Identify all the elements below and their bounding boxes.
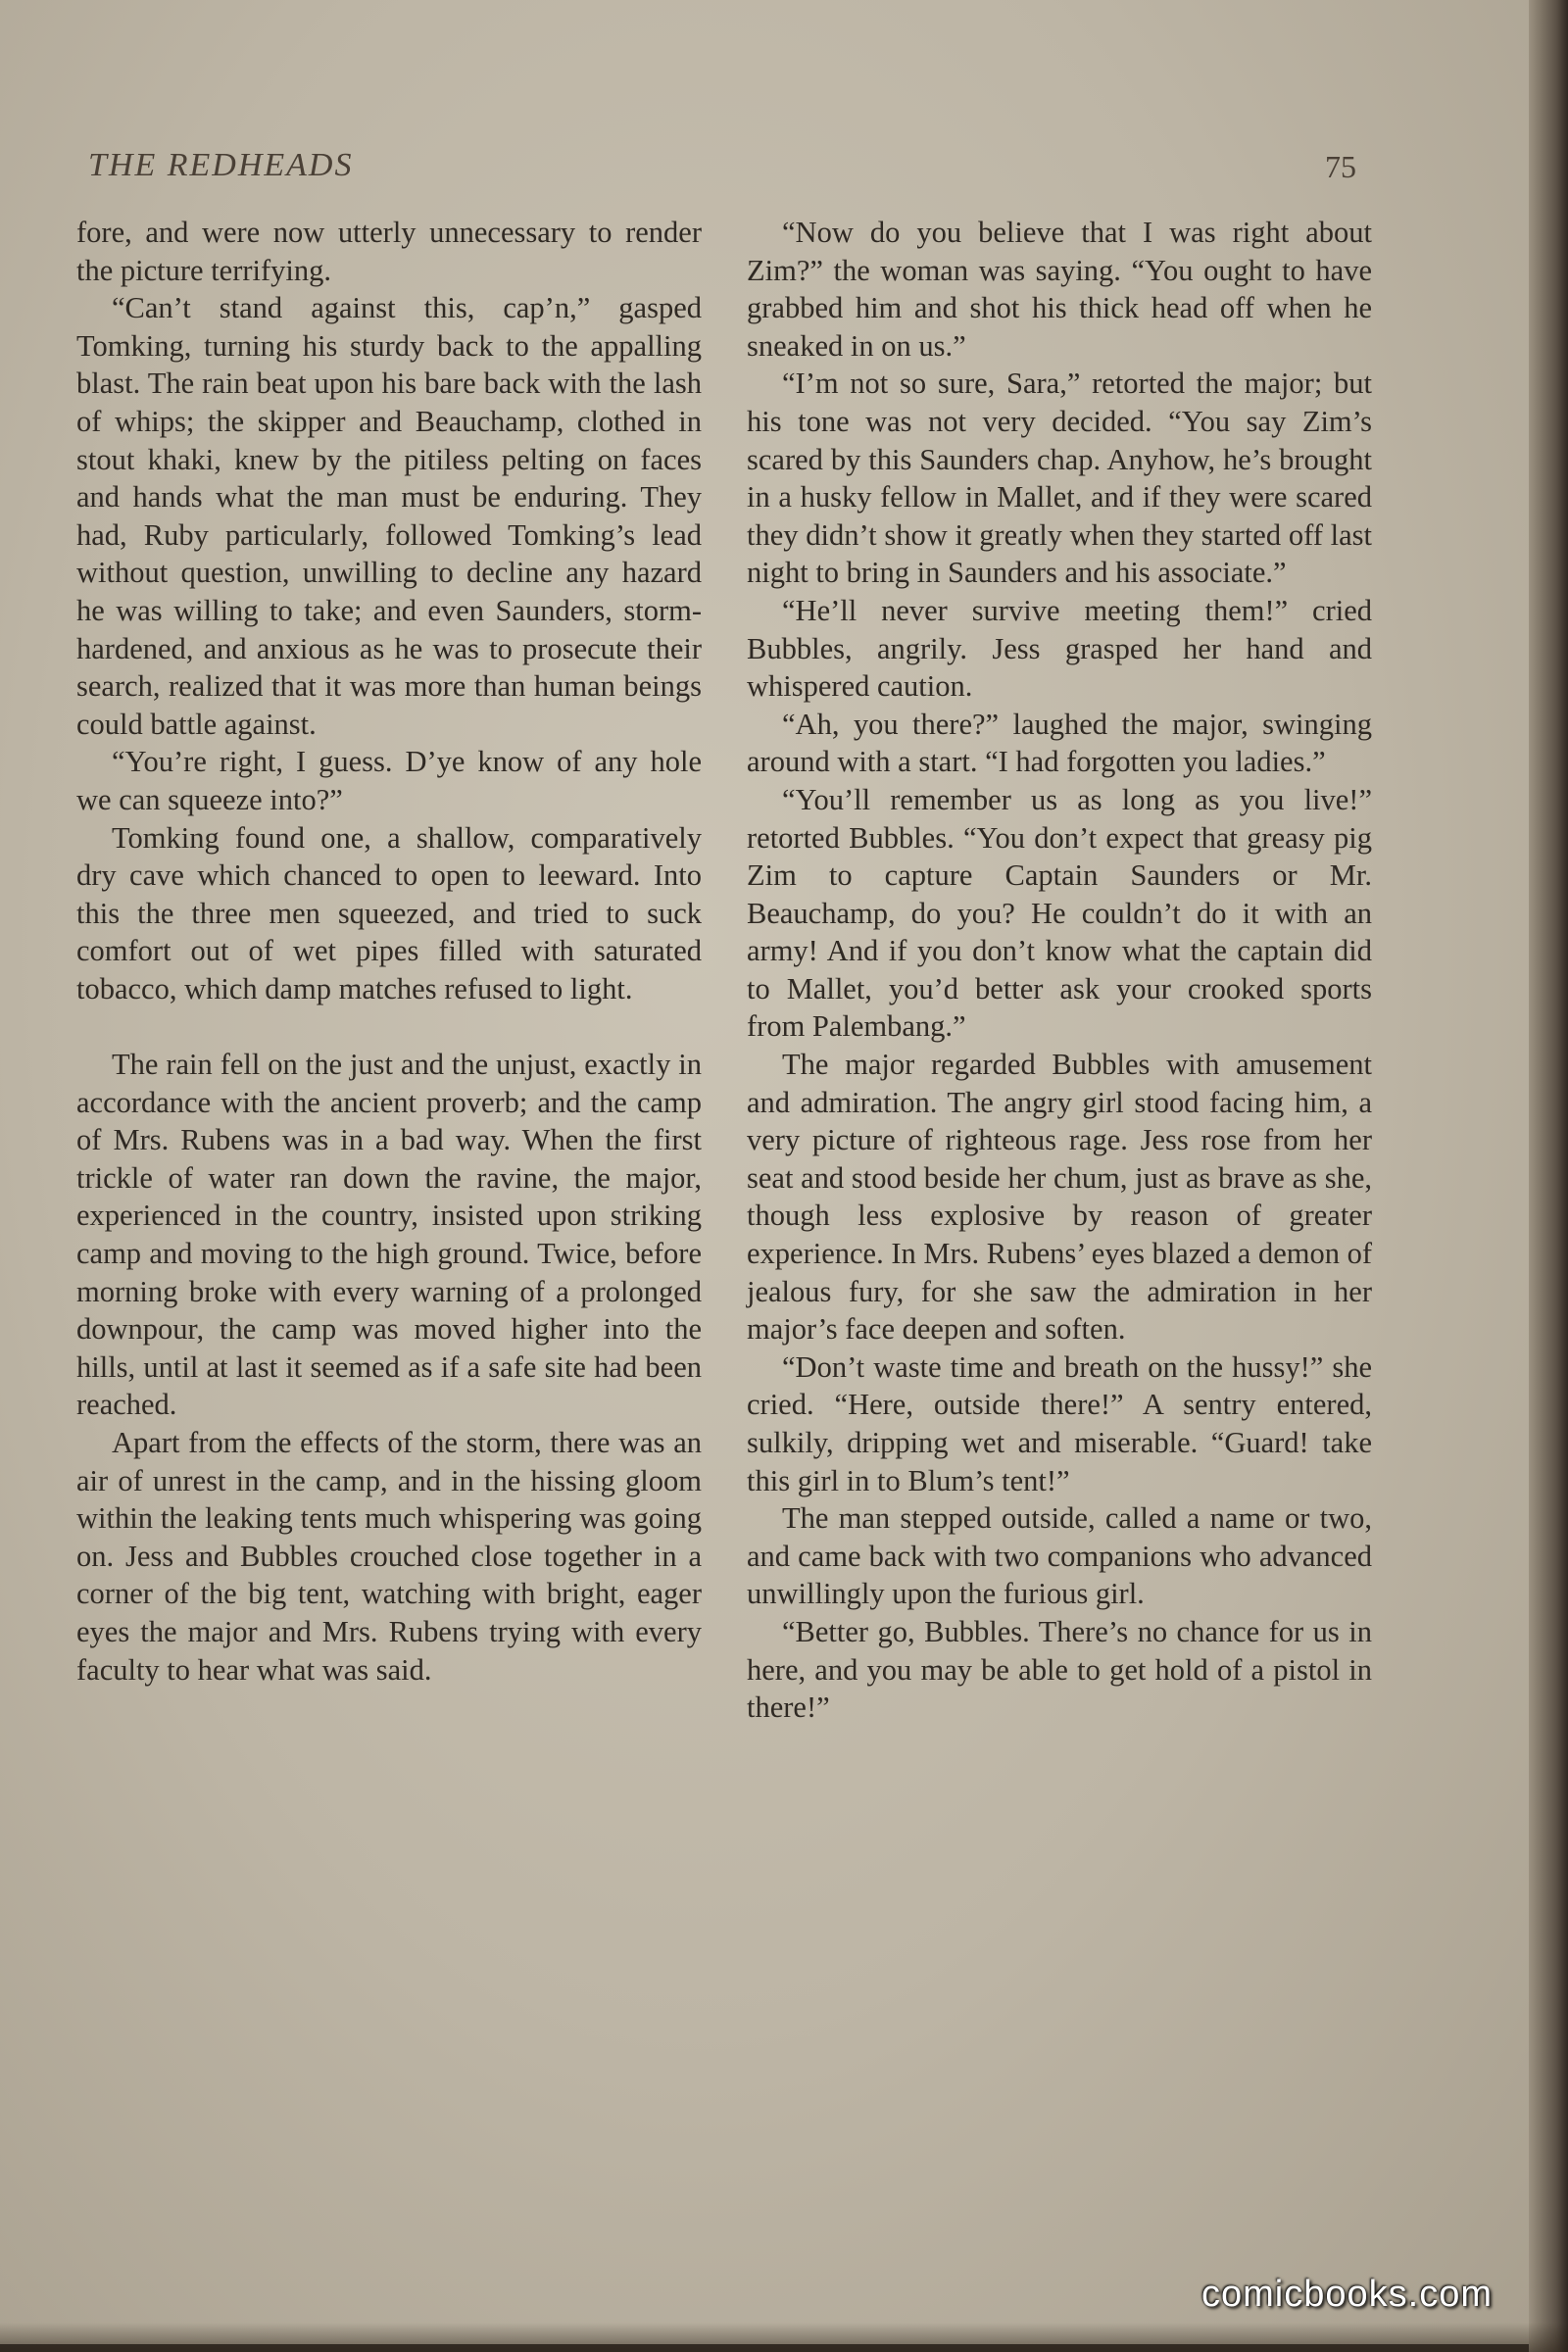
paragraph: “Now do you believe that I was right about Zim?” the woman was saying. “You ought to have grabbed him and shot his thick head off when he sneaked in on us.” xyxy=(747,216,1372,363)
running-title: THE REDHEADS xyxy=(88,147,354,183)
paragraph: fore, and were now utterly unnecessary to render the picture terrifying. xyxy=(76,216,702,287)
right-column xyxy=(747,214,1372,1727)
paragraph: “He’ll never survive meeting them!” cried Bubbles, angrily. Jess grasped her hand and whispered caution. xyxy=(747,593,1372,704)
paragraph: “Better go, Bubbles. There’s no chance for us in here, and you may be able to get hold of a pistol in there!” xyxy=(747,1614,1372,1725)
left-column xyxy=(76,214,702,1689)
paragraph: “You’re right, I guess. D’ye know of any hole we can squeeze into?” xyxy=(76,745,702,816)
paragraph: “You’ll remember us as long as you live!” retorted Bubbles. “You don’t expect that greasy pig Zim to capture Captain Saunders or Mr. Beauchamp, do you? He couldn’t do it with an army! And if you don’t know what the captain did to Mallet, you’d better ask your crooked sports from Palembang.” xyxy=(747,782,1372,1044)
paragraph: Tomking found one, a shallow, comparatively dry cave which chanced to open to leeward. Into this the three men squeezed, and tried to suck comfort out of wet pipes filled with saturated tobacco, which damp matches refused to light. xyxy=(76,820,702,1005)
watermark: comicbooks.com xyxy=(1201,2274,1493,2315)
paragraph: “Can’t stand against this, cap’n,” gasped Tomking, turning his sturdy back to the appalling blast. The rain beat upon his bare back with the lash of whips; the skipper and Beauchamp, clothed in stout khaki, knew by the pitiless pelting on faces and hands what the man must be enduring. They had, Ruby particularly, followed Tomking’s lead without question, unwilling to decline any hazard he was willing to take; and even Saunders, storm-hardened, and anxious as he was to prosecute their search, realized that it was more than human beings could battle against. xyxy=(76,291,702,741)
paragraph: Apart from the effects of the storm, there was an air of unrest in the camp, and in the hissing gloom within the leaking tents much whispering was going on. Jess and Bubbles crouched close together in a corner of the big tent, watching with bright, eager eyes the major and Mrs. Rubens trying with every faculty to hear what was said. xyxy=(76,1426,702,1687)
page-bottom-shadow xyxy=(0,2323,1568,2352)
paragraph: The man stepped outside, called a name or two, and came back with two companions who advanced unwillingly upon the furious girl. xyxy=(747,1501,1372,1611)
paragraph: “Don’t waste time and breath on the hussy!” she cried. “Here, outside there!” A sentry entered, sulkily, dripping wet and miserable. “Guard! take this girl in to Blum’s tent!” xyxy=(747,1349,1372,1497)
paragraph: The major regarded Bubbles with amusement and admiration. The angry girl stood facing him, a very picture of righteous rage. Jess rose from her seat and stood beside her chum, just as brave as she, though less explosive by reason of greater experience. In Mrs. Rubens’ eyes blazed a demon of jealous fury, for she saw the admiration in her major’s face deepen and soften. xyxy=(747,1048,1372,1347)
page-number: 75 xyxy=(1325,149,1356,184)
paragraph: “Ah, you there?” laughed the major, swinging around with a start. “I had forgotten you ladies.” xyxy=(747,707,1372,779)
page-edge-shadow xyxy=(1529,0,1568,2352)
paragraph: “I’m not so sure, Sara,” retorted the major; but his tone was not very decided. “You say Zim’s scared by this Saunders chap. Anyhow, he’s brought in a husky fellow in Mallet, and if they were scared they didn’t show it greatly when they started off last night to bring in Saunders and his associate.” xyxy=(747,367,1372,590)
paragraph: The rain fell on the just and the unjust, exactly in accordance with the ancient proverb; and the camp of Mrs. Rubens was in a bad way. When the first trickle of water ran down the ravine, the major, experienced in the country, insisted upon striking camp and moving to the high ground. Twice, before morning broke with every warning of a prolonged downpour, the camp was moved higher into the hills, until at last it seemed as if a safe site had been reached. xyxy=(76,1048,702,1422)
